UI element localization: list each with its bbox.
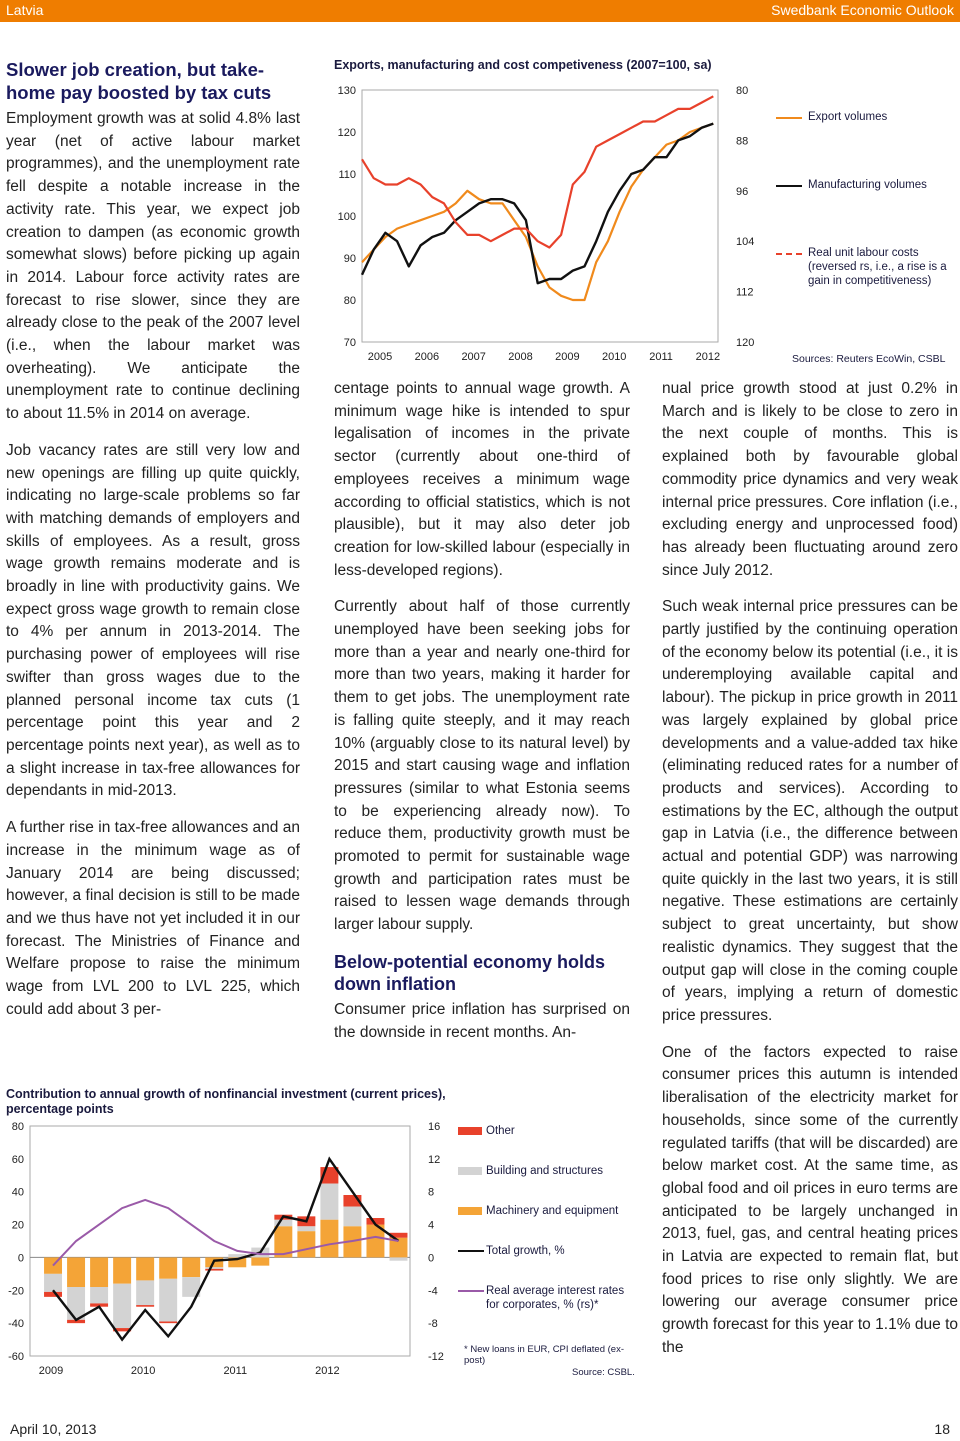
chart1-series-line xyxy=(362,124,713,300)
chart1-ytick-left: 120 xyxy=(337,127,356,139)
chart2-bar-segment xyxy=(159,1257,177,1278)
column-3 xyxy=(662,378,958,1374)
chart2-bar-segment xyxy=(44,1274,62,1292)
chart1-ytick-right: 104 xyxy=(736,236,755,249)
chart2-source: Source: CSBL. xyxy=(572,1367,635,1378)
paragraph: nual price growth stood at just 0.2% in March and is likely to be close to zero in the next couple of months. This is explained both by favourable global commodity price dynamics and very weak internal price pressures. Core inflation (i.e., excluding energy and unprocessed food) has already been fluctuating around zero since July 2012. xyxy=(662,380,958,579)
chart2-ytick-left: 60 xyxy=(11,1153,24,1166)
chart2-ytick-right: 0 xyxy=(428,1252,435,1265)
chart2-bar-segment xyxy=(90,1287,108,1303)
chart2-ytick-right: -8 xyxy=(428,1318,438,1331)
chart1-legend-rulc-swatch xyxy=(776,253,802,255)
chart2-legend-total-swatch xyxy=(458,1250,484,1252)
chart1-xtick: 2010 xyxy=(601,351,627,363)
chart2-ytick-left: -20 xyxy=(8,1285,24,1298)
chart2-bar-segment xyxy=(159,1279,177,1322)
paragraph: One of the factors expected to raise consumer prices this autumn is intended liberalisation of the electricity market for households, since some of the currently regulated tariffs (that will be discarded) are below market cost. At the same time, as global food and oil prices in euro terms are anticipated to be largely unchanged in 2013, fuel, gas, and central heating prices in Latvia are expected to remain flat, but food prices to rise only slightly. We are lowering our average consumer price growth forecast for this year to 1.1% due to the xyxy=(662,1043,958,1356)
chart2-bar-segment xyxy=(67,1257,85,1287)
paragraph: Currently about half of those currently unemployed have been seeking jobs for more than a year and nearly one-third for more than two years, making it harder for them to get jobs. The unemployment rate is falling quite steeply, and it may reach 10% (arguably close to its natural level) by 2015 and start causing wage and inflation pressures (similar to what Estonia seems to be experiencing already now). To reduce them, productivity growth must be promoted to permit for sustainable wage growth and participation rates must be raised to lessen wage demands through larger labour supply. xyxy=(334,598,630,934)
chart2-bar-segment xyxy=(182,1257,200,1277)
column-2 xyxy=(334,378,630,1058)
chart2-bar-segment xyxy=(390,1257,408,1260)
chart2-ytick-right: 12 xyxy=(428,1153,441,1166)
chart2-ytick-left: 0 xyxy=(17,1252,24,1265)
chart2-bar-segment xyxy=(113,1257,131,1283)
chart1-series-line xyxy=(362,124,713,284)
footer-page: 18 xyxy=(934,1421,950,1437)
chart2-bar-segment xyxy=(205,1269,223,1271)
chart1-ytick-left: 90 xyxy=(343,253,356,265)
chart1-legend-export-swatch xyxy=(776,117,802,119)
header-left: Latvia xyxy=(6,2,44,18)
chart2-bar-segment xyxy=(90,1257,108,1287)
chart2-bar-segment xyxy=(320,1220,338,1258)
paragraph: Job vacancy rates are still very low and new openings are filling up quite quickly, indicating no large-scale problems so far with matching demands of employers and skills of employees. As a result, gross wage growth remains moderate and is broadly in line with productivity gains. We expect gross wage growth to remain close to 4% per annum in 2013-2014. The purchasing power of employees will rise swifter than gross wages due to the planned personal income tax cuts (1 percentage point this year and 2 percentage points next year), as well as to a slight increase in tax-free allowances for dependants in mid-2013. xyxy=(6,441,300,800)
chart2-xtick: 2009 xyxy=(38,1365,64,1377)
chart1-legend-manufacturing-swatch xyxy=(776,185,802,187)
paragraph: Employment growth was at solid 4.8% last year (net of active labour market programmes), and the unemployment rate fell despite a notable increase in the activity rate. This year, we expect job creation to dampen (as economic growth somewhat slows) before picking up again in 2014. Labour force activity rates are forecast to rise slower, since they are already close to the peak of the 2007 level (i.e., when the labour market was overheating). We anticipate the unemployment rate to continue declining to about 11.5% in 2014 on average. xyxy=(6,110,300,423)
chart2-bar-segment xyxy=(159,1322,177,1324)
chart2-legend-building-swatch xyxy=(458,1167,482,1175)
paragraph: Consumer price inflation has surprised on the downside in recent months. An- xyxy=(334,1000,630,1041)
chart2-legend-total: Total growth, % xyxy=(486,1245,565,1257)
chart2-xtick: 2010 xyxy=(130,1365,156,1377)
page-header xyxy=(0,0,960,22)
chart2-ytick-right: -12 xyxy=(428,1351,444,1363)
chart2-bar-segment xyxy=(136,1257,154,1280)
paragraph: A further rise in tax-free allowances and an increase in the minimum wage as of January 2014 are being discussed; however, a final decision is still to be made and we thus have not yet included it in our forecast. The Ministries of Finance and Welfare propose to raise the minimum wage from LVL 200 to LVL 225, which could add about 3 per- xyxy=(6,819,300,1018)
chart2-legend-interest-swatch xyxy=(458,1290,484,1292)
chart2-legend-other-swatch xyxy=(458,1127,482,1135)
chart1-legend-manufacturing: Manufacturing volumes xyxy=(808,179,927,191)
chart1-ytick-left: 130 xyxy=(337,85,356,97)
chart1-frame xyxy=(362,90,718,342)
chart2-bar-segment xyxy=(205,1267,223,1269)
chart2-bar-segment xyxy=(44,1292,62,1297)
header-right: Swedbank Economic Outlook xyxy=(771,2,954,18)
chart2-bar-segment xyxy=(297,1231,315,1257)
chart2-legend-other: Other xyxy=(486,1125,515,1137)
article-title: Slower job creation, but take-home pay boosted by tax cuts xyxy=(6,59,272,103)
chart2-bar-segment xyxy=(67,1287,85,1320)
chart1-ytick-right: 88 xyxy=(736,135,749,148)
chart1-title: Exports, manufacturing and cost competiveness (2007=100, sa) xyxy=(334,58,712,72)
chart2-title: Contribution to annual growth of nonfinancial investment (current prices), percentage points xyxy=(6,1087,446,1116)
chart1-ytick-right: 96 xyxy=(736,185,749,198)
chart1-plot xyxy=(326,76,776,376)
chart2-bar-segment xyxy=(136,1280,154,1305)
chart1-ytick-right: 112 xyxy=(736,286,754,299)
chart2-bar-segment xyxy=(251,1257,269,1265)
chart2-bar-segment xyxy=(297,1226,315,1231)
chart1-xtick: 2006 xyxy=(414,351,440,363)
chart2-plot xyxy=(0,1118,450,1380)
chart2-ytick-right: 16 xyxy=(428,1121,441,1133)
chart1-xtick: 2011 xyxy=(649,351,673,363)
chart1-xtick: 2012 xyxy=(695,351,721,363)
chart2-bar-segment xyxy=(343,1207,361,1227)
chart1-ytick-left: 100 xyxy=(337,211,356,223)
chart2-legend-interest: Real average interest rates for corporates, % (rs)* xyxy=(486,1285,625,1311)
chart2-ytick-left: 80 xyxy=(11,1121,24,1133)
chart2-legend-machinery-swatch xyxy=(458,1207,482,1215)
chart2-xtick: 2012 xyxy=(315,1365,340,1377)
chart1-xtick: 2008 xyxy=(508,351,533,363)
chart2-bar-segment xyxy=(320,1184,338,1220)
chart2-xtick: 2011 xyxy=(223,1365,248,1377)
chart2-ytick-left: 40 xyxy=(11,1186,24,1199)
chart1-ytick-left: 80 xyxy=(343,295,356,307)
chart1-ytick-right: 120 xyxy=(736,337,755,349)
chart1-ytick-right: 80 xyxy=(736,85,749,97)
chart2-bar-segment xyxy=(136,1305,154,1307)
chart2-ytick-left: -40 xyxy=(8,1318,24,1331)
section-title: Below-potential economy holds down inflation xyxy=(334,951,606,994)
chart1-ytick-left: 70 xyxy=(343,337,356,349)
chart1-xtick: 2007 xyxy=(461,351,486,363)
chart1-legend-rulc: Real unit labour costs (reversed rs, i.e., a rise is a gain in competitiveness) xyxy=(808,247,947,287)
chart2-ytick-left: 20 xyxy=(11,1219,24,1232)
chart1-ytick-left: 110 xyxy=(338,169,356,181)
chart2-bar-segment xyxy=(113,1284,131,1328)
chart2-legend-machinery: Machinery and equipment xyxy=(486,1205,619,1217)
paragraph: Such weak internal price pressures can be partly justified by the continuing operation of the economy below its potential (i.e., it is underemploying available capital and labour). The pickup in price growth in 2011 was largely explained by global price developments and a value-added tax hike (eliminating reduced rates for a number of products and services). According to estimations by the EC, although the output gap in Latvia (i.e., the difference between actual and potential GDP) was narrowing quite quickly in the last two years, it is still negative. These estimations are certainly subject to great uncertainty, but show realistic dynamics. They suggest that the output gap will close in the coming couple of years, implying a return of domestic price pressures. xyxy=(662,598,958,1024)
chart2-footnote: * New loans in EUR, CPI deflated (ex-post) xyxy=(464,1344,624,1366)
chart2-ytick-right: 8 xyxy=(428,1186,435,1199)
chart1-legend-export: Export volumes xyxy=(808,111,888,123)
chart1-xtick: 2005 xyxy=(367,351,393,363)
column-1 xyxy=(6,58,300,1035)
chart2-ytick-right: -4 xyxy=(428,1285,438,1298)
paragraph: centage points to annual wage growth. A minimum wage hike is intended to spur legalisation of incomes in the private sector (currently about one-third of employees receives a minimum wage according to official statistics, which is not plausible), but it may also deter job creation for low-skilled labour (especially in less-developed regions). xyxy=(334,380,630,579)
chart2-ytick-left: -60 xyxy=(8,1351,24,1363)
chart2-legend-building: Building and structures xyxy=(486,1165,603,1177)
footer-date: April 10, 2013 xyxy=(10,1421,97,1437)
chart2-ytick-right: 4 xyxy=(428,1219,435,1232)
chart1-xtick: 2009 xyxy=(555,351,580,363)
chart1-series-line xyxy=(362,96,713,247)
chart1-source: Sources: Reuters EcoWin, CSBL xyxy=(792,353,946,365)
